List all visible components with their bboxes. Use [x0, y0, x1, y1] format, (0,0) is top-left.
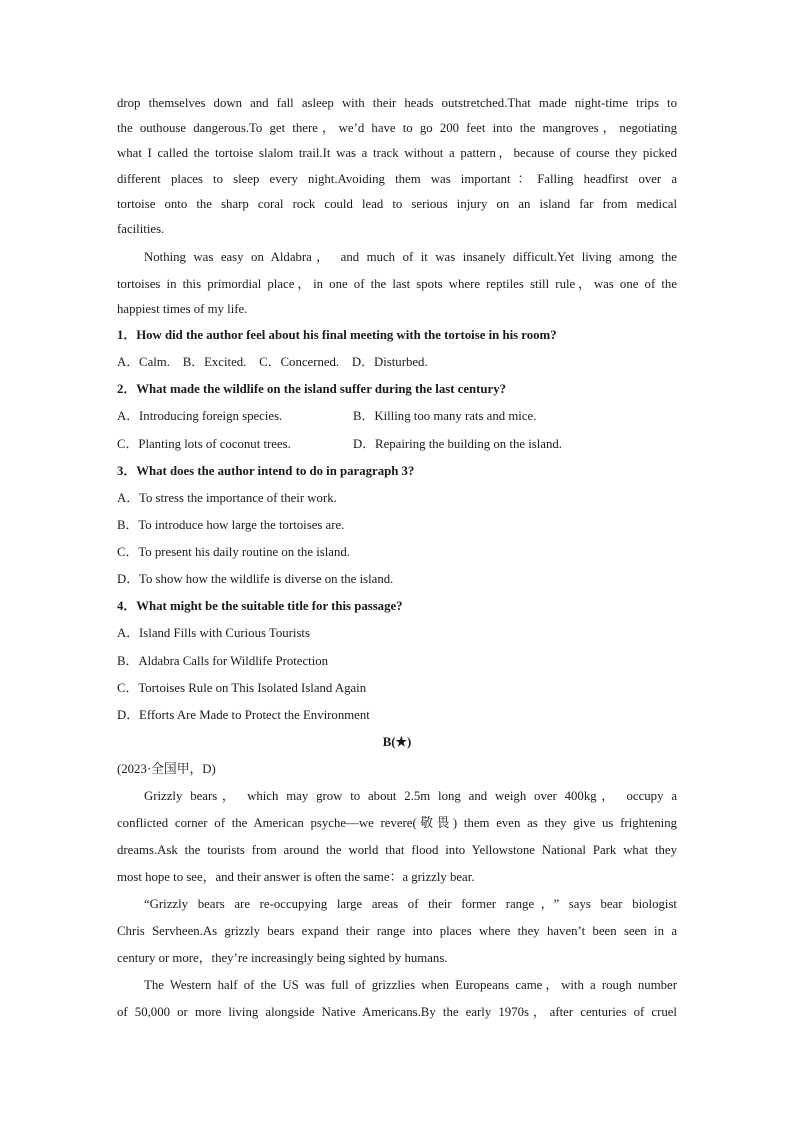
document-page [117, 91, 677, 1026]
question-stem: 4．What might be the suitable title for this passage? [117, 599, 403, 614]
question-1 [117, 322, 677, 376]
option-c: C．Tortoises Rule on This Isolated Island Again [117, 680, 367, 695]
text-line: Nothing was easy on Aldabra， and much of it was insanely difficult.Yet living among the [144, 250, 677, 265]
text-line: “Grizzly bears are re-occupying large areas of their former range，” says bear biologist [144, 897, 677, 912]
text-line: different places to sleep every night.Avoiding them was important：Falling headfirst over a [117, 171, 677, 186]
text-line: happiest times of my life. [117, 302, 248, 317]
text-line: the outhouse dangerous.To get there，we’d have to go 200 feet into the mangroves，negotiating [117, 121, 677, 136]
text-line: dreams.Ask the tourists from around the world that flood into Yellowstone National Park what they [117, 843, 677, 858]
options-row [117, 431, 677, 458]
option-d: D．Repairing the building on the island. [353, 436, 562, 451]
passage-b-paragraph-3 [117, 972, 677, 1026]
text-line: of 50,000 or more living alongside Native Americans.By the early 1970s，after centuries of cruel [117, 1005, 677, 1020]
passage-b-paragraph-2 [117, 891, 677, 972]
question-3 [117, 458, 677, 594]
passage-a-paragraph-2 [117, 243, 677, 322]
text-line: conflicted corner of the American psyche—we revere(敬畏) them even as they give us frightening [117, 816, 677, 831]
question-4 [117, 593, 677, 729]
text-line: Grizzly bears， which may grow to about 2.5m long and weigh over 400kg， occupy a [144, 789, 677, 804]
question-2 [117, 376, 677, 457]
option-b: B．Killing too many rats and mice. [353, 409, 537, 424]
option-a: A．Introducing foreign species. [117, 409, 283, 424]
option-a: A．To stress the importance of their work. [117, 490, 337, 505]
text-line: most hope to see，and their answer is often the same：a grizzly bear. [117, 870, 475, 885]
text-line: century or more，they’re increasingly being sighted by humans. [117, 951, 448, 966]
text-line: drop themselves down and fall asleep with their heads outstretched.That made night-time trips to [117, 96, 677, 110]
question-options: A．Calm. B．Excited. C．Concerned. D．Disturbed. [117, 355, 428, 370]
passage-b-paragraph-1 [117, 783, 677, 891]
text-line: tortoise onto the sharp coral rock could lead to serious injury on an island far from medical [117, 196, 677, 211]
question-stem: 1．How did the author feel about his final meeting with the tortoise in his room? [117, 328, 557, 343]
option-a: A．Island Fills with Curious Tourists [117, 626, 310, 641]
section-heading: B(★) [382, 735, 412, 750]
option-d: D．To show how the wildlife is diverse on the island. [117, 572, 394, 587]
source-note: (2023·全国甲，D) [117, 762, 216, 777]
options-row [117, 403, 677, 430]
option-d: D．Efforts Are Made to Protect the Environment [117, 708, 370, 722]
option-c: C．To present his daily routine on the island. [117, 545, 350, 560]
question-stem: 2．What made the wildlife on the island suffer during the last century? [117, 382, 507, 397]
text-line: Chris Servheen.As grizzly bears expand their range into places where they haven’t been seen in a [117, 924, 677, 939]
text-line: what I called the tortoise slalom trail.It was a track without a pattern，because of course they picked [117, 146, 677, 161]
text-line: facilities. [117, 221, 165, 236]
passage-a-paragraph-1 [117, 91, 677, 242]
option-b: B．To introduce how large the tortoises are. [117, 517, 345, 532]
text-line: The Western half of the US was full of grizzlies when Europeans came，with a rough number [144, 978, 677, 993]
question-stem: 3．What does the author intend to do in paragraph 3? [117, 463, 415, 478]
text-line: tortoises in this primordial place，in one of the last spots where reptiles still rule，was one of the [117, 277, 677, 292]
option-c: C．Planting lots of coconut trees. [117, 436, 291, 451]
option-b: B．Aldabra Calls for Wildlife Protection [117, 653, 329, 668]
